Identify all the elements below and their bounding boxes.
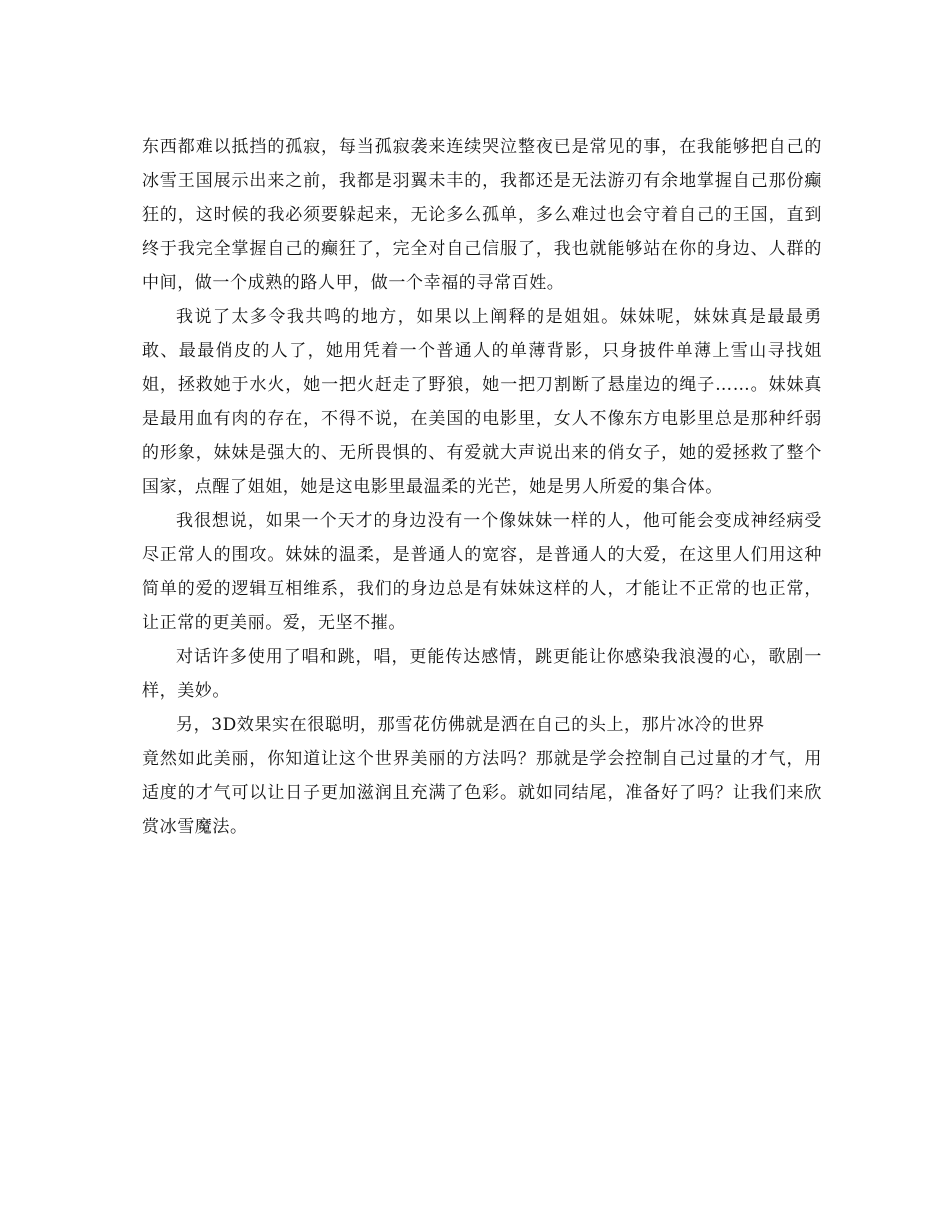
paragraph-3: 我很想说，如果一个天才的身边没有一个像妹妹一样的人，他可能会变成神经病受尽正常人的围攻。妹妹的温柔，是普通人的宽容，是普通人的大爱，在这里人们用这种简单的爱的逻辑互相维系，我们的身边总是有妹妹这样的人，才能让不正常的也正常，让正常的更美丽。爱，无坚不摧。 [142,511,822,633]
document-body [142,130,822,844]
paragraph-6: 竟然如此美丽，你知道让这个世界美丽的方法吗？那就是学会控制自己过量的才气，用适度的才气可以让日子更加滋润且充满了色彩。就如同结尾，准备好了吗？让我们来欣赏冰雪魔法。 [142,749,822,837]
paragraph-4: 对话许多使用了唱和跳，唱，更能传达感情，跳更能让你感染我浪漫的心，歌剧一样，美妙。 [142,647,822,701]
paragraph-1: 东西都难以抵挡的孤寂，每当孤寂袭来连续哭泣整夜已是常见的事，在我能够把自己的冰雪王国展示出来之前，我都是羽翼未丰的，我都还是无法游刃有余地掌握自己那份癫狂的，这时候的我必须要躲起来，无论多么孤单，多么难过也会守着自己的王国，直到终于我完全掌握自己的癫狂了，完全对自己信服了，我也就能够站在你的身边、人群的中间，做一个成熟的路人甲，做一个幸福的寻常百姓。 [142,137,822,293]
paragraph-2: 我说了太多令我共鸣的地方，如果以上阐释的是姐姐。妹妹呢，妹妹真是最最勇敢、最最俏皮的人了，她用凭着一个普通人的单薄背影，只身披件单薄上雪山寻找姐姐，拯救她于水火，她一把火赶走了野狼，她一把刀割断了悬崖边的绳子……。妹妹真是最用血有肉的存在，不得不说，在美国的电影里，女人不像东方电影里总是那种纤弱的形象，妹妹是强大的、无所畏惧的、有爱就大声说出来的俏女子，她的爱拯救了整个国家，点醒了姐姐，她是这电影里最温柔的光芒，她是男人所爱的集合体。 [142,307,822,497]
paragraph-5: 另，3D效果实在很聪明，那雪花仿佛就是洒在自己的头上，那片冰冷的世界 [176,715,765,735]
